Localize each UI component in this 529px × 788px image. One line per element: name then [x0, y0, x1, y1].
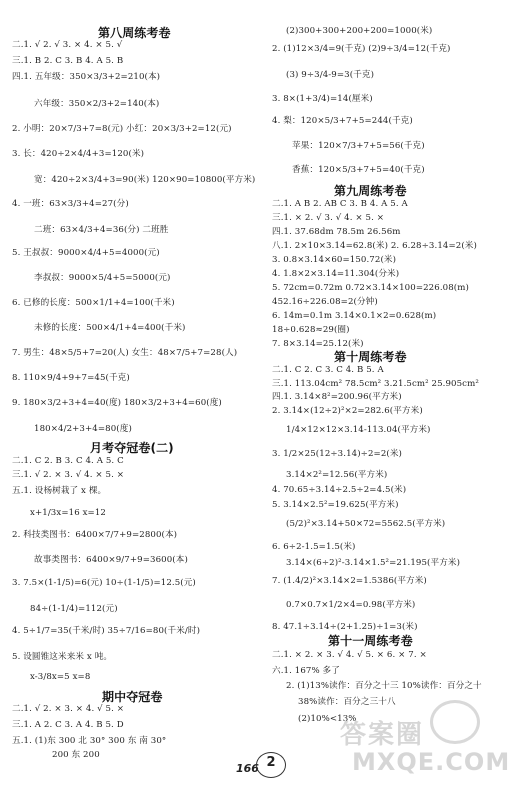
answer-line: 3.14×(6÷2)²-3.14×1.5²=21.195(平方米): [286, 558, 461, 568]
answer-line: 5. 72cm=0.72m 0.72×3.14×100=226.08(m): [272, 283, 469, 293]
answer-line: 3. 8×(1+3/4)=14(厘米): [272, 94, 373, 104]
watermark-bubble-icon: [430, 700, 480, 744]
answer-line: 6. 6÷2-1.5=1.5(米): [272, 542, 356, 552]
answer-line: 8. 47.1÷3.14÷(2+1.25)÷1=3(米): [272, 622, 418, 632]
answer-line: 200 东 200: [52, 750, 100, 760]
answer-line: 宽：420÷2×3/4+3=90(米) 120×90=10800(平方米): [34, 175, 256, 185]
answer-line: 香蕉：120×5/3+7+5=40(千克): [292, 165, 425, 175]
answer-line: 三.1. B 2. C 3. B 4. A 5. B: [12, 56, 124, 66]
answer-line: 180×4/2+3+4=80(度): [34, 424, 132, 434]
answer-line: 二.1. √ 2. × 3. × 4. √ 5. ×: [12, 704, 125, 714]
answer-line: 二班：63×4/3+4=36(分) 二班胜: [34, 225, 169, 235]
answer-line: x-3/8x=5 x=8: [30, 672, 91, 682]
answer-line: 38%读作：百分之三十八: [298, 697, 396, 707]
answer-line: 八.1. 2×10×3.14=62.8(米) 2. 6.28÷3.14=2(米): [272, 241, 477, 251]
answer-line: (2)10%<13%: [298, 714, 357, 724]
answer-line: (5/2)²×3.14+50×72=5562.5(平方米): [286, 519, 446, 529]
page-side-number: 166: [236, 762, 259, 775]
answer-line: 7. (1.4/2)²×3.14×2=1.5386(平方米): [272, 576, 427, 586]
answer-line: 苹果：120×7/3+7+5=56(千克): [292, 141, 425, 151]
answer-line: 4. 70.65÷3.14÷2.5÷2=4.5(米): [272, 485, 407, 495]
answer-line: 六年级：350×2/3+2=140(本): [34, 99, 160, 109]
answer-line: 5. 设圆锥这米来米 x 吨。: [12, 652, 113, 662]
answer-line: 四.1. 3.14×8²=200.96(平方米): [272, 392, 402, 402]
answer-line: 8. 110×9/4+9+7=45(千克): [12, 373, 130, 383]
answer-line: 二.1. √ 2. √ 3. × 4. × 5. √: [12, 40, 123, 50]
answer-line: 4. 1.8×2×3.14=11.304(分米): [272, 269, 400, 279]
answer-line: 三.1. √ 2. × 3. √ 4. × 5. ×: [12, 470, 125, 480]
watermark-bottom: MXQE.COM: [352, 748, 511, 776]
answer-line: 六.1. 167% 多了: [272, 666, 340, 676]
answer-line: 2. 科技类图书：6400×7/7+9=2800(本): [12, 530, 178, 540]
section-title: 月考夺冠卷(二): [90, 441, 174, 455]
answer-line: 五.1. (1)东 300 北 30° 300 东 南 30°: [12, 736, 167, 746]
answer-line: 3. 1/2×25(12÷3.14)÷2=2(米): [272, 449, 403, 459]
answer-line: 四.1. 五年级：350×3/3+2=210(本): [12, 72, 161, 82]
answer-line: 三.1. 113.04cm² 78.5cm² 3.21.5cm² 25.905cm²: [272, 379, 479, 389]
answer-line: 2. 小明：20×7/3+7=8(元) 小红：20×3/3+2=12(元): [12, 124, 232, 134]
answer-line: 二.1. A B 2. AB C 3. B 4. A 5. A: [272, 199, 408, 209]
answer-line: 9. 180×3/2+3+4=40(度) 180×3/2+3+4=60(度): [12, 398, 222, 408]
answer-line: 5. 3.14×2.5²=19.625(平方米): [272, 500, 399, 510]
answer-line: 3.14×2²=12.56(平方米): [286, 470, 388, 480]
section-title: 第十一周练考卷: [328, 634, 413, 648]
answer-line: 4. 5÷1/7=35(千米/时) 35÷7/16=80(千米/时): [12, 626, 201, 636]
watermark-top: 答案圈: [340, 720, 425, 750]
page-number-badge: [236, 750, 296, 780]
answer-line: 452.16÷226.08=2(分钟): [272, 297, 378, 307]
page-number: 2: [266, 755, 276, 770]
answer-line: 故事类图书：6400×9/7+9=3600(本): [34, 555, 188, 565]
answer-line: 2. (1)12×3/4=9(千克) (2)9÷3/4=12(千克): [272, 44, 451, 54]
answer-line: (2)300+300+200+200=1000(米): [286, 26, 433, 36]
section-title: 第十周练考卷: [334, 350, 407, 364]
section-title: 期中夺冠卷: [102, 690, 163, 704]
answer-line: 二.1. × 2. × 3. √ 4. √ 5. × 6. × 7. ×: [272, 650, 427, 660]
answer-line: (3) 9÷3/4-9=3(千克): [286, 70, 375, 80]
answer-line: 未修的长度：500×4/1+4=400(千米): [34, 323, 186, 333]
answer-line: 四.1. 37.68dm 78.5m 26.56m: [272, 227, 401, 237]
answer-line: 6. 14m=0.1m 3.14×0.1×2=0.628(m): [272, 311, 437, 321]
answer-line: 3. 0.8×3.14×60=150.72(米): [272, 255, 397, 265]
answer-line: 84÷(1-1/4)=112(元): [30, 604, 118, 614]
answer-line: 3. 7.5×(1-1/5)=6(元) 10÷(1-1/5)=12.5(元): [12, 578, 196, 588]
answer-line: 2. (1)13%读作：百分之十三 10%读作：百分之十: [286, 681, 482, 691]
answer-line: 4. 梨：120×5/3+7+5=244(千克): [272, 116, 413, 126]
answer-line: 3. 长：420÷2×4/4+3=120(米): [12, 149, 145, 159]
answer-line: 6. 已修的长度：500×1/1+4=100(千米): [12, 298, 175, 308]
section-title: 第八周练考卷: [98, 26, 171, 40]
answer-line: 李叔叔：9000×5/4+5=5000(元): [34, 273, 171, 283]
answer-line: 18÷0.628≈29(圈): [272, 325, 350, 335]
answer-line: 7. 8×3.14=25.12(米): [272, 339, 364, 349]
answer-line: x+1/3x=16 x=12: [30, 508, 106, 518]
answer-line: 2. 3.14×(12÷2)²×2=282.6(平方米): [272, 406, 423, 416]
answer-line: 0.7×0.7×1/2×4=0.98(平方米): [286, 600, 416, 610]
answer-line: 三.1. A 2. C 3. A 4. B 5. D: [12, 720, 124, 730]
answer-line: 二.1. C 2. B 3. C 4. A 5. C: [12, 456, 124, 466]
answer-line: 二.1. C 2. C 3. C 4. B 5. A: [272, 365, 384, 375]
answer-line: 三.1. × 2. √ 3. √ 4. × 5. ×: [272, 213, 385, 223]
answer-line: 7. 男生：48×5/5+7=20(人) 女生：48×7/5+7=28(人): [12, 348, 238, 358]
answer-line: 4. 一班：63×3/3+4=27(分): [12, 199, 129, 209]
watermark: [330, 700, 520, 780]
section-title: 第九周练考卷: [334, 184, 407, 198]
answer-line: 五.1. 设杨树栽了 x 棵。: [12, 486, 107, 496]
answer-line: 1/4×12×12×3.14-113.04(平方米): [286, 425, 431, 435]
answer-line: 5. 王叔叔：9000×4/4+5=4000(元): [12, 248, 160, 258]
